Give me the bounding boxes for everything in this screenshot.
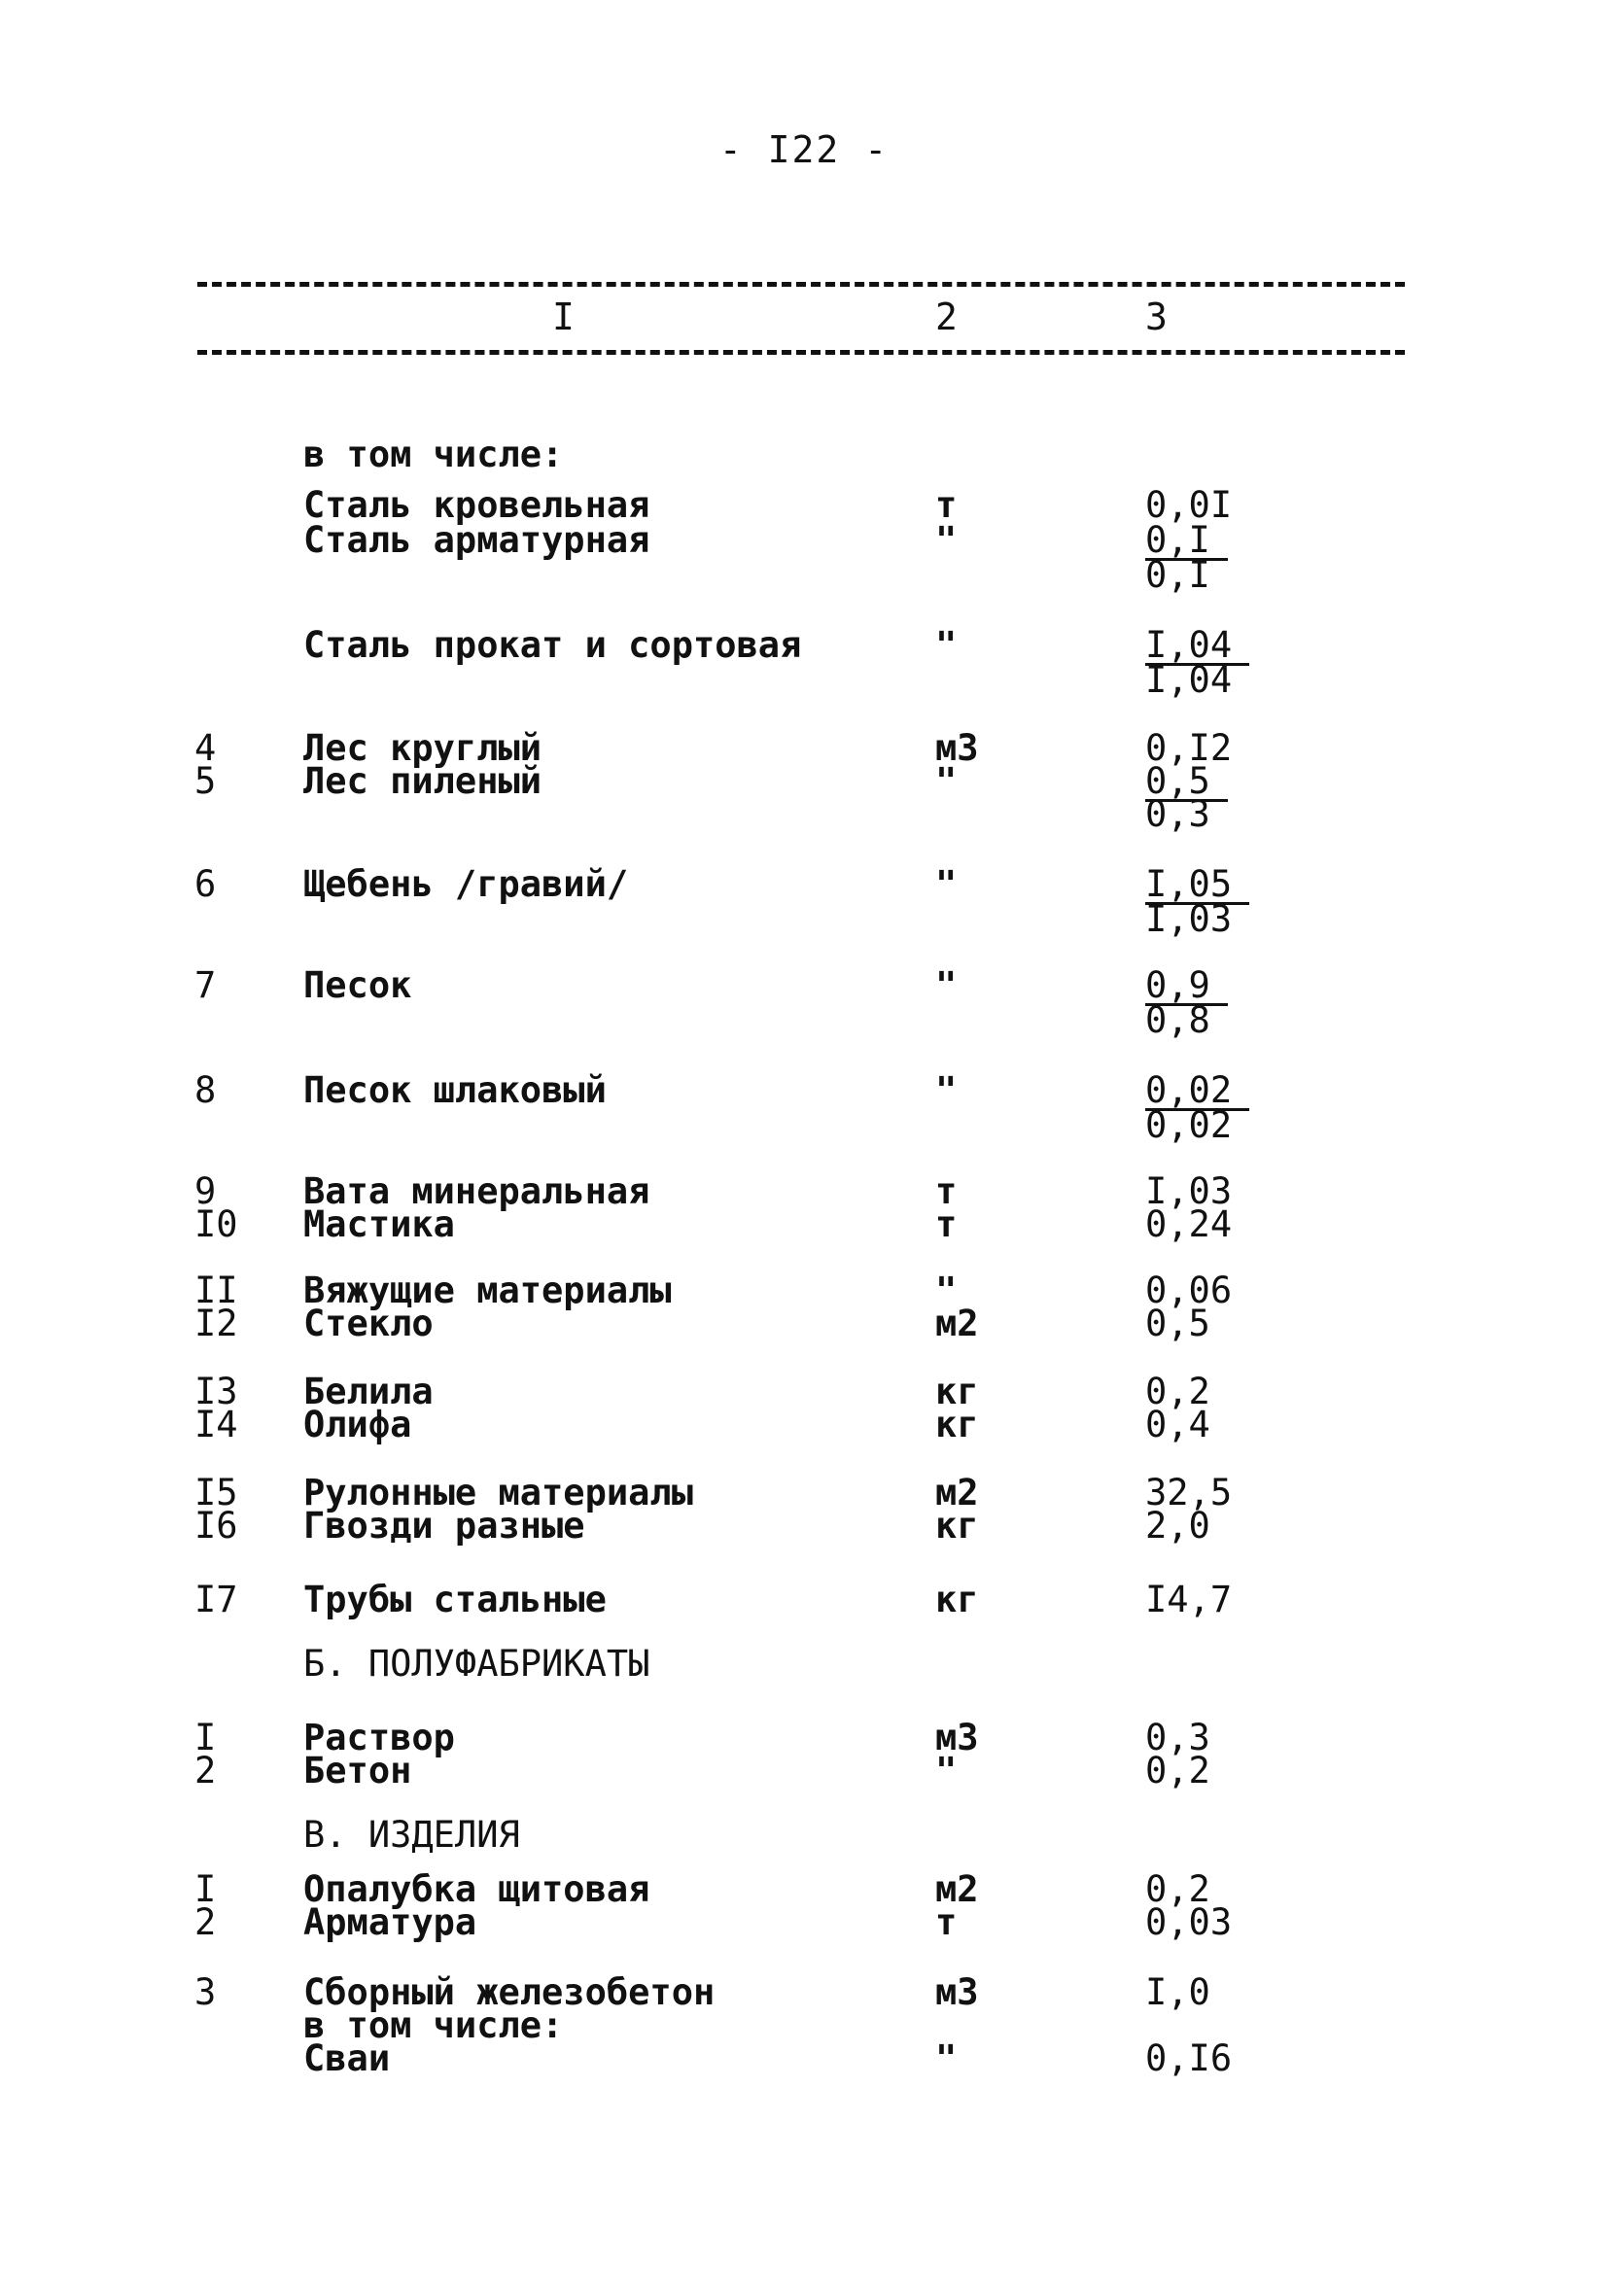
- table-row: [0, 659, 1608, 701]
- row-unit: кг: [935, 1371, 979, 1412]
- table-row: [0, 2037, 1608, 2079]
- row-unit: кг: [935, 1579, 979, 1620]
- row-value: I4,7: [1145, 1579, 1233, 1620]
- row-name: Олифа: [303, 1404, 412, 1445]
- row-unit: ": [935, 1270, 958, 1311]
- row-unit: м3: [935, 1717, 979, 1758]
- table-row: [0, 793, 1608, 835]
- row-unit: ": [935, 1069, 958, 1111]
- column-header-3: 3: [1145, 296, 1168, 338]
- row-number: I2: [194, 1303, 238, 1344]
- row-number: 2: [194, 1901, 217, 1943]
- table-row: [0, 1472, 1608, 1513]
- row-value: 0,I: [1145, 554, 1210, 596]
- table-row: [0, 999, 1608, 1041]
- row-name: Вата минеральная: [303, 1170, 650, 1212]
- row-name: в том числе:: [303, 434, 564, 475]
- row-value: 0,I6: [1145, 2037, 1233, 2079]
- row-number: 6: [194, 863, 217, 905]
- row-name: Рулонные материалы: [303, 1472, 693, 1513]
- row-name: Стекло: [303, 1303, 434, 1344]
- row-value: 0,I: [1145, 523, 1228, 561]
- page-number: - I22 -: [718, 128, 890, 171]
- table-row: [0, 898, 1608, 940]
- table-row: [0, 760, 1608, 802]
- row-name: Сталь арматурная: [303, 519, 650, 561]
- row-number: I: [194, 1717, 217, 1758]
- row-value: I,05: [1145, 867, 1249, 905]
- row-value: 0,2: [1145, 1868, 1210, 1910]
- header-rule-top: [197, 282, 1405, 287]
- row-value: I,04: [1145, 628, 1249, 666]
- row-value: 0,24: [1145, 1203, 1233, 1245]
- table-row: [0, 1170, 1608, 1212]
- row-name: в том числе:: [303, 2004, 564, 2046]
- row-unit: м3: [935, 1971, 979, 2013]
- row-unit: ": [935, 760, 958, 802]
- table-row: [0, 484, 1608, 526]
- row-unit: т: [935, 484, 958, 526]
- row-name: Трубы стальные: [303, 1579, 607, 1620]
- row-name: Сталь кровельная: [303, 484, 650, 526]
- row-name: Сталь прокат и сортовая: [303, 624, 802, 666]
- table-row: [0, 727, 1608, 769]
- row-unit: ": [935, 964, 958, 1006]
- table-row: [0, 1404, 1608, 1445]
- row-value: 0,3: [1145, 793, 1210, 835]
- row-name: Белила: [303, 1371, 434, 1412]
- row-unit: кг: [935, 1505, 979, 1547]
- table-row: [0, 1104, 1608, 1146]
- table-row: [0, 2004, 1608, 2046]
- row-number: II: [194, 1270, 238, 1311]
- table-row: [0, 434, 1608, 475]
- row-unit: т: [935, 1901, 958, 1943]
- row-name: Арматура: [303, 1901, 477, 1943]
- row-name: Щебень /гравий/: [303, 863, 629, 905]
- row-unit: т: [935, 1170, 958, 1212]
- column-header-1: I: [552, 296, 575, 338]
- row-number: 8: [194, 1069, 217, 1111]
- row-number: 5: [194, 760, 217, 802]
- row-value: 0,5: [1145, 1303, 1210, 1344]
- row-value: 0,02: [1145, 1104, 1233, 1146]
- row-name: Вяжущие материалы: [303, 1270, 672, 1311]
- section-title-products: В. ИЗДЕЛИЯ: [303, 1814, 520, 1856]
- row-number: I5: [194, 1472, 238, 1513]
- row-value: I,03: [1145, 898, 1233, 940]
- table-row: [0, 1901, 1608, 1943]
- row-value: 0,4: [1145, 1404, 1210, 1445]
- row-number: 3: [194, 1971, 217, 2013]
- table-row: [0, 1303, 1608, 1344]
- row-value: 32,5: [1145, 1472, 1233, 1513]
- row-unit: ": [935, 624, 958, 666]
- row-unit: т: [935, 1203, 958, 1245]
- table-row: [0, 554, 1608, 596]
- table-row: [0, 1270, 1608, 1311]
- row-unit: ": [935, 863, 958, 905]
- row-number: I3: [194, 1371, 238, 1412]
- row-number: 7: [194, 964, 217, 1006]
- row-value: 0,5: [1145, 764, 1228, 802]
- row-value: 0,3: [1145, 1717, 1210, 1758]
- table-row: [0, 624, 1608, 666]
- table-row: [0, 1371, 1608, 1412]
- table-row: [0, 1505, 1608, 1547]
- table-row: [0, 1579, 1608, 1620]
- table-row: [0, 964, 1608, 1006]
- table-row: [0, 863, 1608, 905]
- row-name: Песок: [303, 964, 412, 1006]
- row-name: Мастика: [303, 1203, 455, 1245]
- row-value: I,0: [1145, 1971, 1210, 2013]
- table-row: [0, 1203, 1608, 1245]
- row-unit: ": [935, 2037, 958, 2079]
- row-unit: м3: [935, 727, 979, 769]
- row-value: 0,03: [1145, 1901, 1233, 1943]
- row-unit: кг: [935, 1404, 979, 1445]
- row-number: 2: [194, 1750, 217, 1792]
- row-value: I,03: [1145, 1170, 1233, 1212]
- header-rule-bottom: [197, 350, 1405, 355]
- table-row: [0, 1069, 1608, 1111]
- row-unit: ": [935, 519, 958, 561]
- table-row: [0, 1750, 1608, 1792]
- row-value: 0,8: [1145, 999, 1210, 1041]
- row-unit: м2: [935, 1303, 979, 1344]
- section-title-semi-finished: Б. ПОЛУФАБРИКАТЫ: [303, 1643, 650, 1685]
- row-number: I4: [194, 1404, 238, 1445]
- row-name: Бетон: [303, 1750, 412, 1792]
- row-name: Гвозди разные: [303, 1505, 585, 1547]
- row-value: 0,0I: [1145, 484, 1233, 526]
- row-name: Раствор: [303, 1717, 455, 1758]
- row-unit: ": [935, 1750, 958, 1792]
- row-name: Лес пиленый: [303, 760, 542, 802]
- row-unit: м2: [935, 1472, 979, 1513]
- table-row: [0, 1717, 1608, 1758]
- row-number: 4: [194, 727, 217, 769]
- row-value: 0,I2: [1145, 727, 1233, 769]
- row-value: 0,02: [1145, 1073, 1249, 1111]
- row-value: 0,2: [1145, 1371, 1210, 1412]
- row-value: 0,2: [1145, 1750, 1210, 1792]
- row-name: Лес круглый: [303, 727, 542, 769]
- row-name: Сборный железобетон: [303, 1971, 716, 2013]
- table-row: [0, 519, 1608, 561]
- row-number: I6: [194, 1505, 238, 1547]
- column-header-2: 2: [935, 296, 958, 338]
- table-row: [0, 1868, 1608, 1910]
- row-number: I7: [194, 1579, 238, 1620]
- row-name: Опалубка щитовая: [303, 1868, 650, 1910]
- row-value: 2,0: [1145, 1505, 1210, 1547]
- row-value: 0,06: [1145, 1270, 1233, 1311]
- row-number: I0: [194, 1203, 238, 1245]
- row-number: I: [194, 1868, 217, 1910]
- row-value: 0,9: [1145, 968, 1228, 1006]
- table-row: [0, 1971, 1608, 2013]
- row-value: I,04: [1145, 659, 1233, 701]
- row-number: 9: [194, 1170, 217, 1212]
- row-name: Песок шлаковый: [303, 1069, 607, 1111]
- row-name: Сваи: [303, 2037, 391, 2079]
- row-unit: м2: [935, 1868, 979, 1910]
